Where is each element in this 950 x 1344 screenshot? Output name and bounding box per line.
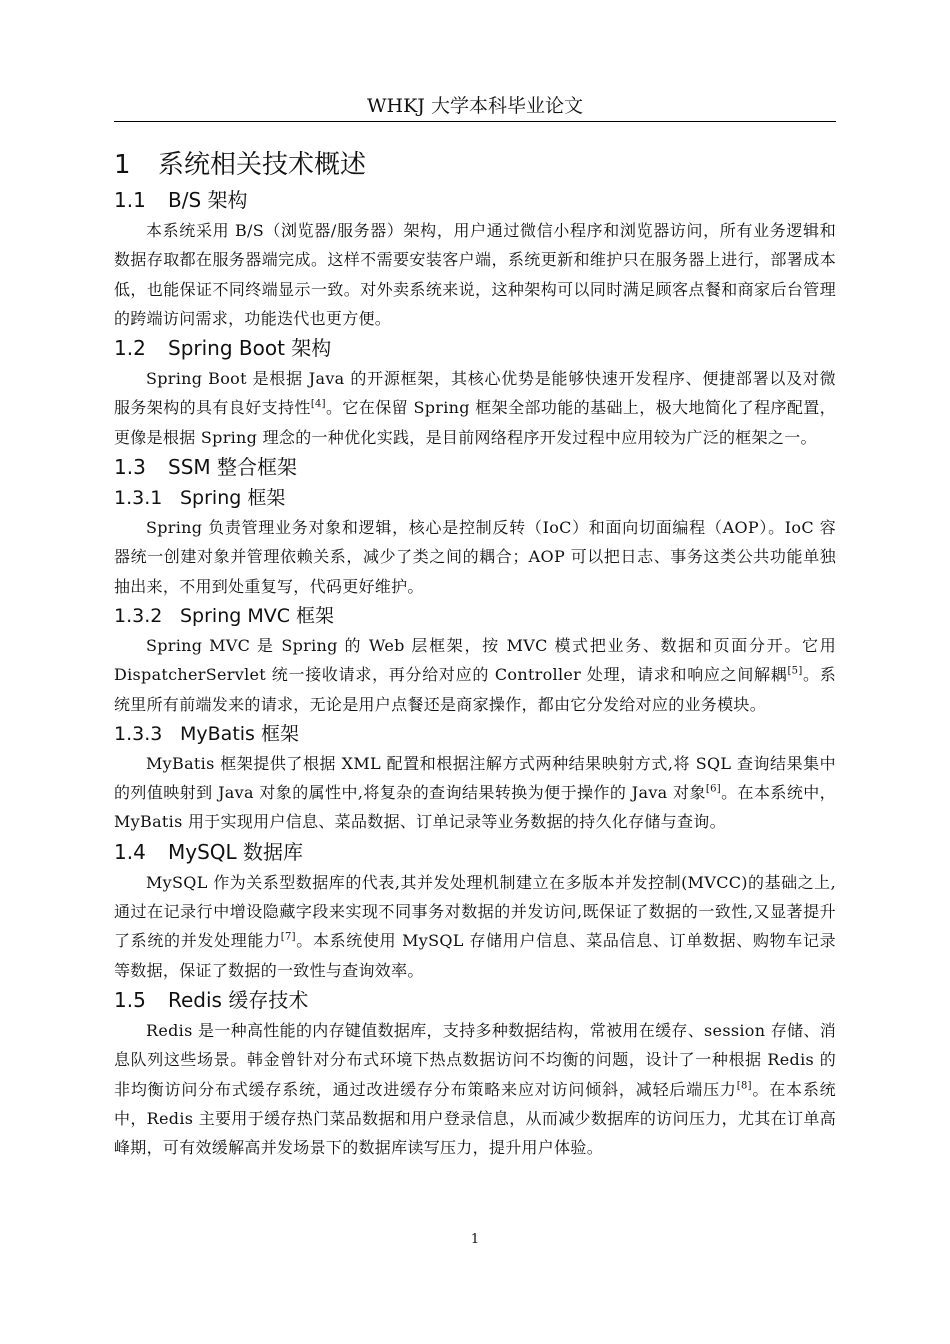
section-title: Redis 缓存技术 — [168, 987, 309, 1012]
section-number: 1.2 — [114, 336, 146, 361]
citation-ref: [4] — [310, 399, 326, 411]
section-number: 1.4 — [114, 839, 146, 864]
citation-ref: [5] — [787, 665, 803, 677]
paragraph-text: Spring MVC 是 Spring 的 Web 层框架，按 MVC 模式把业务、数据和页面分开。它用 DispatcherServlet 统一接收请求，再分给对应的 Controller 处理，请求和响应之间解耦 — [114, 635, 836, 685]
paragraph-text: Spring 负责管理业务对象和逻辑，核心是控制反转（IoC）和面向切面编程（AOP）。IoC 容器统一创建对象并管理依赖关系，减少了类之间的耦合；AOP 可以把日志、事务这类公共功能单独抽出来，不用到处重复写，代码更好维护。 — [114, 518, 836, 596]
page-body — [114, 145, 836, 1162]
paragraph-redis — [114, 1016, 836, 1162]
chapter-title: 系统相关技术概述 — [158, 150, 367, 180]
page-header — [114, 92, 836, 120]
section-heading-1-3 — [114, 452, 836, 483]
page-number: 1 — [470, 1232, 480, 1247]
paragraph-spring-boot — [114, 364, 836, 452]
paragraph-spring — [114, 513, 836, 601]
subsection-title: MyBatis 框架 — [180, 722, 299, 745]
section-heading-1-5 — [114, 985, 836, 1016]
subsection-number: 1.3.2 — [114, 604, 163, 627]
paragraph-text: 本系统采用 B/S（浏览器/服务器）架构，用户通过微信小程序和浏览器访问，所有业务逻辑和数据存取都在服务器端完成。这样不需要安装客户端，系统更新和维护只在服务器上进行，部署成本低，也能保证不同终端显示一致。对外卖系统来说，这种架构可以同时满足顾客点餐和商家后台管理的跨端访问需求，功能迭代也更方便。 — [114, 221, 836, 328]
section-title: B/S 架构 — [168, 188, 248, 212]
paragraph-text: Redis 是一种高性能的内存键值数据库，支持多种数据结构，常被用在缓存、session 存储、消息队列这些场景。韩金曾针对分布式环境下热点数据访问不均衡的问题，设计了一种根据 Redis 的非均衡访问分布式缓存系统，通过改进缓存分布策略来应对访问倾斜，减轻后端压力 — [114, 1020, 836, 1099]
paragraph-mysql — [114, 868, 836, 985]
page-footer — [0, 1232, 950, 1247]
paragraph-text: 。它在保留 Spring 框架全部功能的基础上，极大地简化了程序配置，更像是根据 Spring 理念的一种优化实践，是目前网络程序开发过程中应用较为广泛的框架之一。 — [114, 398, 836, 447]
subsection-title: Spring MVC 框架 — [180, 604, 335, 627]
chapter-number: 1 — [114, 150, 131, 180]
subsection-heading-1-3-1 — [114, 483, 836, 513]
paragraph-text: MyBatis 框架提供了根据 XML 配置和根据注解方式两种结果映射方式,将 SQL 查询结果集中的列值映射到 Java 对象的属性中,将复杂的查询结果转换为便于操作的 Java 对象 — [114, 753, 836, 803]
paragraph-text: 。系统里所有前端发来的请求，无论是用户点餐还是商家操作，都由它分发给对应的业务模块。 — [114, 665, 836, 714]
paragraph-mybatis — [114, 749, 836, 837]
section-number: 1.3 — [114, 455, 146, 480]
section-title: Spring Boot 架构 — [168, 336, 332, 361]
paragraph-text: 。在本系统中，MyBatis 用于实现用户信息、菜品数据、订单记录等业务数据的持久化存储与查询。 — [114, 783, 836, 832]
citation-ref: [8] — [736, 1080, 752, 1092]
paragraph-spring-mvc — [114, 631, 836, 719]
section-heading-1-1 — [114, 185, 836, 216]
subsection-title: Spring 框架 — [180, 487, 286, 510]
subsection-number: 1.3.3 — [114, 722, 163, 745]
section-heading-1-4 — [114, 837, 836, 868]
section-number: 1.5 — [114, 987, 146, 1012]
subsection-heading-1-3-2 — [114, 601, 836, 631]
citation-ref: [7] — [280, 932, 296, 944]
chapter-heading — [114, 145, 836, 185]
paragraph-bs-architecture — [114, 216, 836, 333]
section-title: MySQL 数据库 — [168, 839, 304, 864]
paragraph-text: 。本系统使用 MySQL 存储用户信息、菜品信息、订单数据、购物车记录等数据，保证了数据的一致性与查询效率。 — [114, 931, 836, 980]
subsection-heading-1-3-3 — [114, 719, 836, 749]
subsection-number: 1.3.1 — [114, 487, 163, 510]
section-title: SSM 整合框架 — [168, 455, 298, 480]
paragraph-text: Spring Boot 是根据 Java 的开源框架，其核心优势是能够快速开发程序、便捷部署以及对微服务架构的具有良好支持性 — [114, 369, 836, 418]
header-title: WHKJ 大学本科毕业论文 — [367, 95, 583, 117]
header-divider — [114, 121, 836, 122]
paragraph-text: MySQL 作为关系型数据库的代表,其并发处理机制建立在多版本并发控制(MVCC)的基础之上, 通过在记录行中增设隐藏字段来实现不同事务对数据的并发访问,既保证了数据的一致性,又显著提升了系统的并发处理能力 — [114, 872, 836, 951]
section-number: 1.1 — [114, 188, 146, 212]
paragraph-text: 。在本系统中，Redis 主要用于缓存热门菜品数据和用户登录信息，从而减少数据库的访问压力，尤其在订单高峰期，可有效缓解高并发场景下的数据库读写压力，提升用户体验。 — [114, 1079, 836, 1158]
section-heading-1-2 — [114, 333, 836, 364]
citation-ref: [6] — [705, 783, 721, 795]
